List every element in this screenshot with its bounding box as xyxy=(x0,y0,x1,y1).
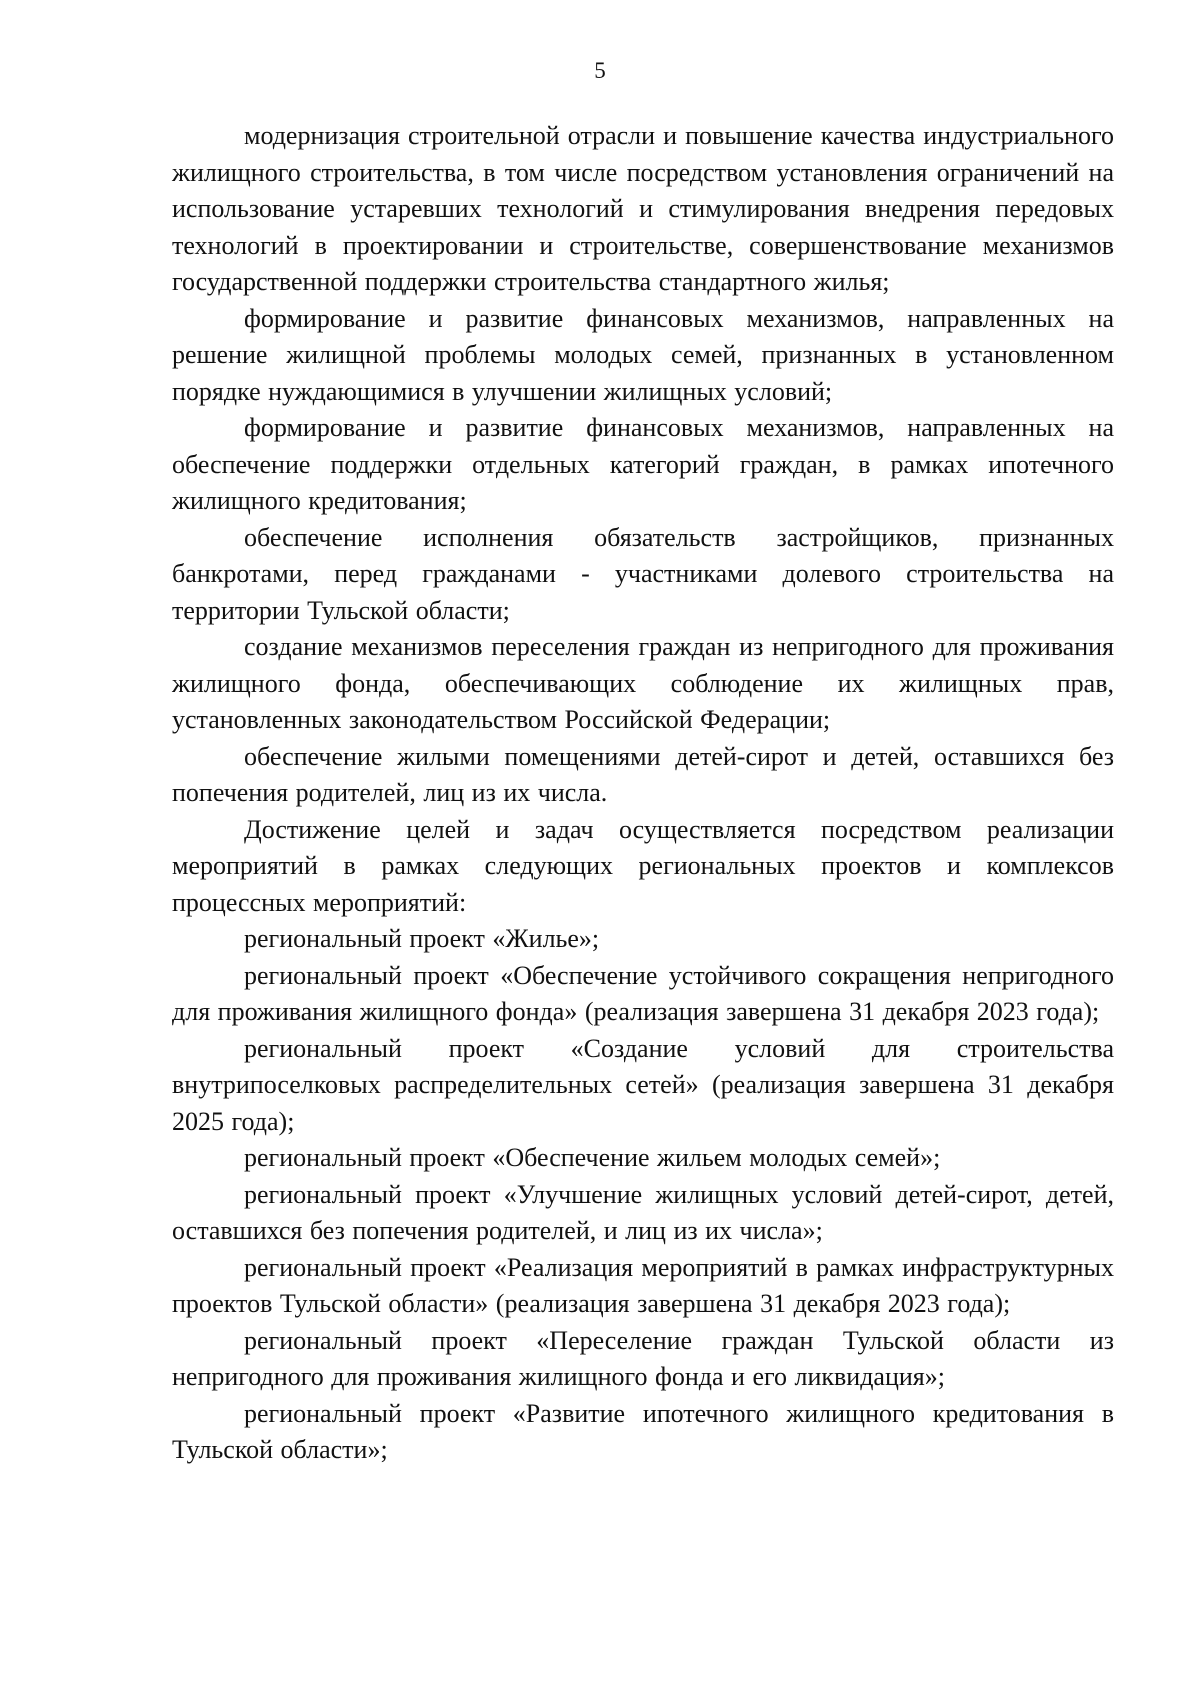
project-item-distribution-networks: региональный проект «Создание условий для строительства внутрипоселковых распределительных сетей» (реализация завершена 31 декабря 2025 года); xyxy=(172,1033,1114,1136)
project-item-unfit-housing-reduction: региональный проект «Обеспечение устойчивого сокращения непригодного для проживания жилищного фонда» (реализация завершена 31 декабря 2023 года); xyxy=(172,960,1114,1026)
project-item-orphans-conditions: региональный проект «Улучшение жилищных условий детей-сирот, детей, оставшихся без попечения родителей, и лиц из их числа»; xyxy=(172,1179,1114,1245)
paragraph-orphans-housing: обеспечение жилыми помещениями детей-сирот и детей, оставшихся без попечения родителей, лиц из их числа. xyxy=(172,741,1114,807)
paragraph-mortgage-support: формирование и развитие финансовых механизмов, направленных на обеспечение поддержки отдельных категорий граждан, в рамках ипотечного жилищного кредитования; xyxy=(172,413,1114,515)
page-number: 5 xyxy=(594,58,606,83)
paragraph-construction-modernization: модернизация строительной отрасли и повышение качества индустриального жилищного строительства, в том числе посредством установления ограничений на использование устаревших технологий и стимулирования внедрения передовых технологий в проектировании и строительстве, совершенствование механизмов государственной поддержки строительства стандартного жилья; xyxy=(172,121,1114,296)
paragraph-goals-achievement: Достижение целей и задач осуществляется посредством реализации мероприятий в рамках следующих региональных проектов и комплексов процессных мероприятий: xyxy=(172,814,1114,917)
paragraph-resettlement-mechanisms: создание механизмов переселения граждан из непригодного для проживания жилищного фонда, обеспечивающих соблюдение их жилищных прав, установленных законодательством Российской Федерации; xyxy=(172,632,1114,734)
project-item-resettlement: региональный проект «Переселение граждан Тульской области из непригодного для проживания жилищного фонда и его ликвидация»; xyxy=(172,1325,1114,1391)
paragraph-young-families-mechanisms: формирование и развитие финансовых механизмов, направленных на решение жилищной проблемы молодых семей, признанных в установленном порядке нуждающимися в улучшении жилищных условий; xyxy=(172,303,1114,406)
project-item-infrastructure: региональный проект «Реализация мероприятий в рамках инфраструктурных проектов Тульской области» (реализация завершена 31 декабря 2023 года); xyxy=(172,1252,1114,1318)
project-item-housing: региональный проект «Жилье»; xyxy=(244,924,600,953)
paragraph-developer-obligations: обеспечение исполнения обязательств застройщиков, признанных банкротами, перед гражданами - участниками долевого строительства на территории Тульской области; xyxy=(172,522,1114,625)
project-item-young-families: региональный проект «Обеспечение жильем молодых семей»; xyxy=(244,1143,941,1172)
body-text xyxy=(172,118,1114,1469)
project-item-mortgage-development: региональный проект «Развитие ипотечного жилищного кредитования в Тульской области»; xyxy=(172,1398,1114,1464)
